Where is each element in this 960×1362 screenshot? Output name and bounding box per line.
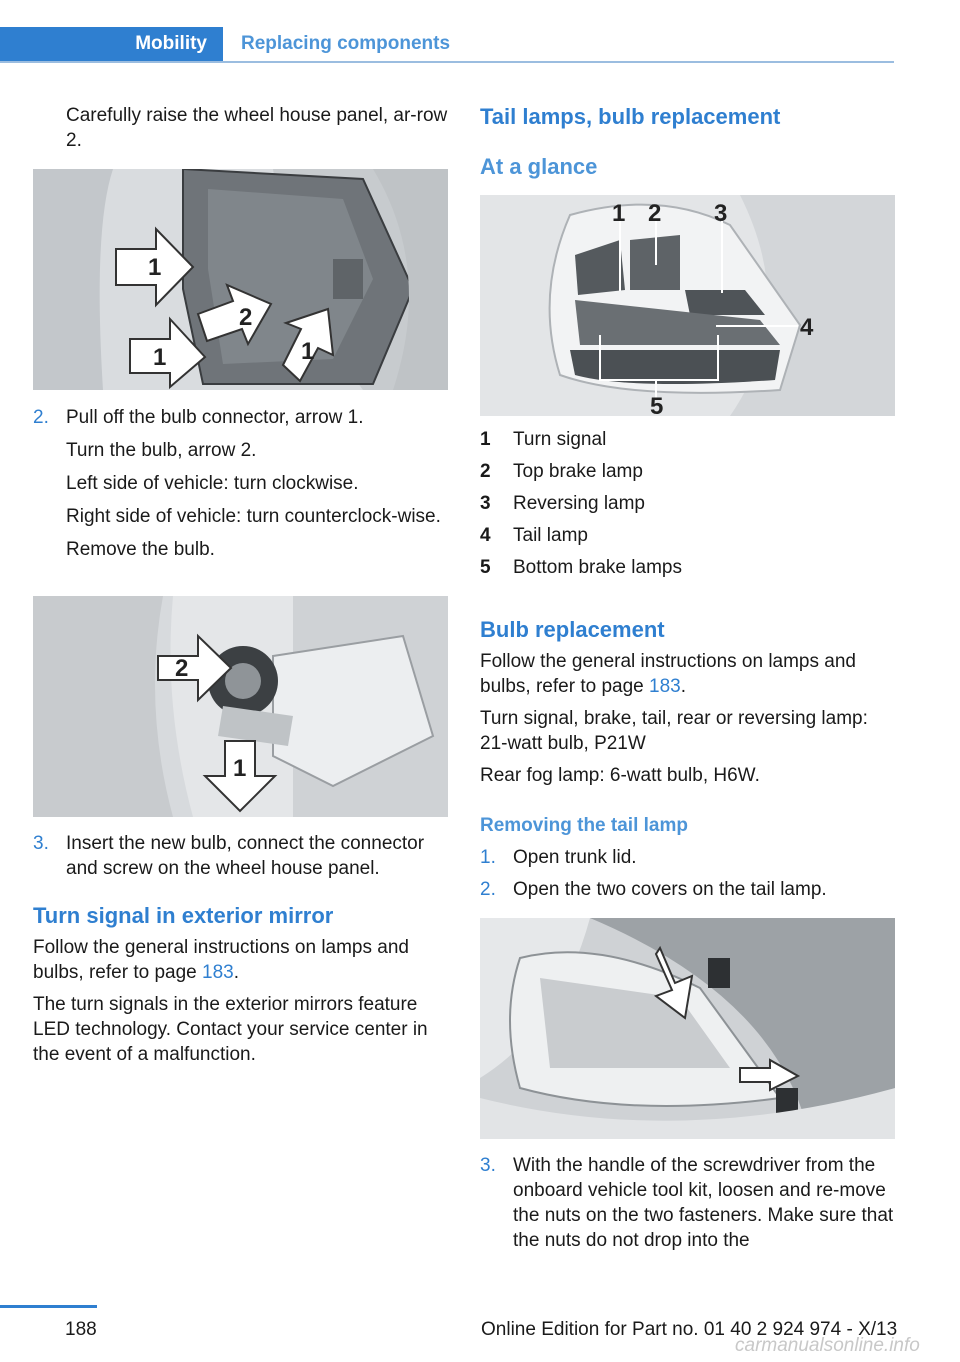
tail-lamp-overview-figure [480,195,895,416]
step-3 [33,831,448,891]
step-2-line-2: Turn the bulb, arrow 2. [66,440,257,461]
fig3-label-3: 3 [714,200,728,227]
page-number: 188 [65,1319,97,1340]
footer-rule [0,1305,97,1308]
fig1-label-1a: 1 [148,254,162,281]
fig3-label-5: 5 [650,393,664,416]
mirror-paragraph-1: Follow the general instructions on lamps and bulbs, refer to page 183. [33,937,409,983]
at-a-glance-heading: At a glance [480,154,598,179]
tab-mobility[interactable]: Mobility [0,27,223,61]
tail-lamps-heading: Tail lamps, bulb replacement [480,104,781,129]
edition-text: Online Edition for Part no. 01 40 2 924 974 - X/13 [481,1319,898,1340]
removing-tail-lamp-heading: Removing the tail lamp [480,815,688,836]
step-3-number: 3. [33,833,49,854]
bulb-connector-figure [33,596,448,817]
step-2-line-3: Left side of vehicle: turn clockwise. [66,473,359,494]
tail-lamp-covers-figure [480,918,895,1139]
fig1-label-2: 2 [239,304,253,331]
fig2-label-2: 2 [175,655,189,682]
step-2-line-5: Remove the bulb. [66,539,215,560]
removal-step-3: 3. With the handle of the screwdriver from the onboard vehicle tool kit, loosen and re-move the nuts on the two fasteners. Make sure that the nuts do not drop into the [480,1155,894,1251]
step-2-line-4: Right side of vehicle: turn counterclock-wise. [66,506,441,527]
step-2-number: 2. [33,407,49,428]
removal-step-2: 2. Open the two covers on the tail lamp. [480,879,827,900]
step-3-text: Insert the new bulb, connect the connector and screw on the wheel house panel. [66,833,425,879]
fig3-label-2: 2 [648,200,662,227]
bulb-paragraph-2: Turn signal, brake, tail, rear or reversing lamp: 21-watt bulb, P21W [480,708,868,754]
removal-step-1: 1. Open trunk lid. [480,847,637,868]
bulb-replacement-heading: Bulb replacement [480,617,665,642]
tab-replacing-components[interactable]: Replacing components [241,33,451,54]
fig3-label-1: 1 [612,200,626,227]
intro-text: Carefully raise the wheel house panel, ar-row 2. [66,105,448,151]
header-bar [0,27,894,63]
fig1-label-1b: 1 [153,344,167,371]
bulb-paragraph-3: Rear fog lamp: 6-watt bulb, H6W. [480,765,760,786]
fig2-label-1: 1 [233,755,247,782]
watermark: carmanualsonline.info [735,1335,920,1356]
step-2 [33,405,448,575]
fig1-label-1c: 1 [301,338,315,365]
mirror-paragraph-2: The turn signals in the exterior mirrors feature LED technology. Contact your service center in the event of a malfunction. [33,994,428,1065]
wheel-house-panel-figure [33,169,448,390]
fig3-label-4: 4 [800,314,814,341]
step-2-line-1: Pull off the bulb connector, arrow 1. [66,407,364,428]
bulb-paragraph-1: Follow the general instructions on lamps and bulbs, refer to page 183. [480,651,856,697]
mirror-heading: Turn signal in exterior mirror [33,903,334,928]
page-link-183-right[interactable]: 183 [649,676,681,697]
page-link-183-left[interactable]: 183 [202,962,234,983]
